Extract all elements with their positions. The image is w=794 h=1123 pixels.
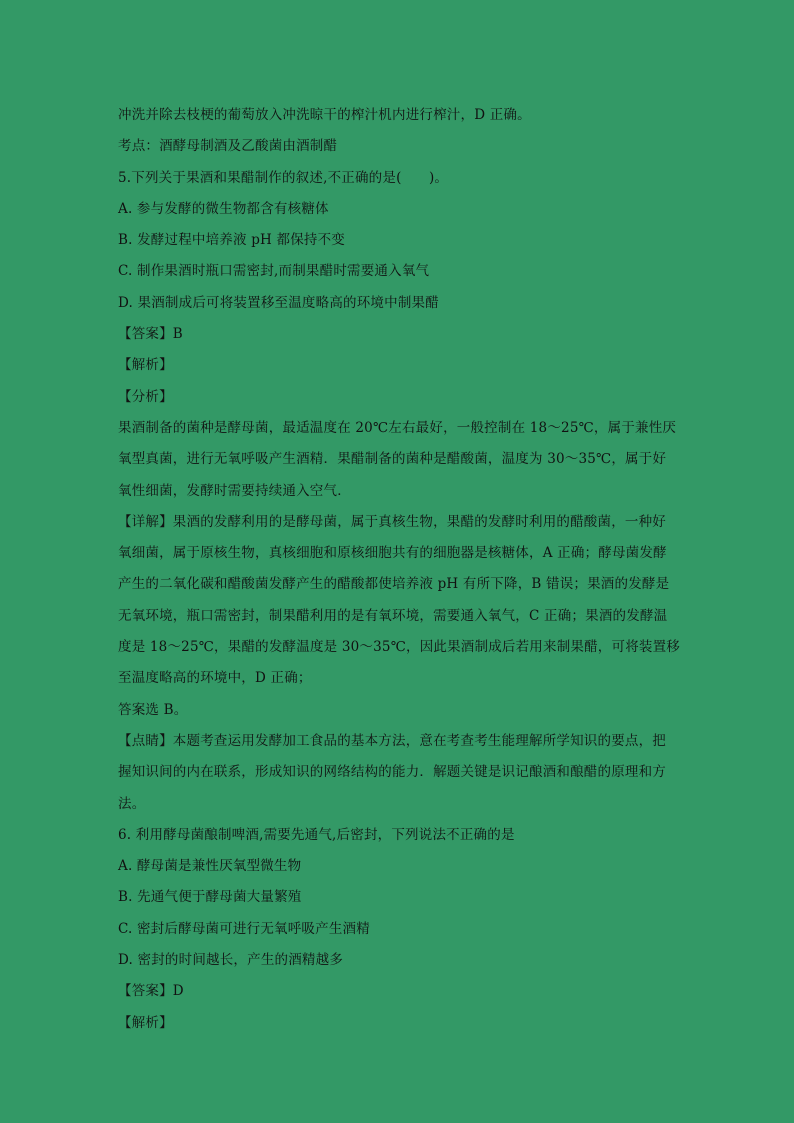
text-line: 无氧环境，瓶口需密封，制果醋利用的是有氧环境，需要通入氧气，C 正确；果酒的发酵温 [118,607,668,624]
text-line: 氧型真菌，进行无氧呼吸产生酒精．果醋制备的菌种是醋酸菌，温度为 30～35℃，属于好 [118,451,667,468]
text-line: 冲洗并除去枝梗的葡萄放入冲洗晾干的榨汁机内进行榨汁，D 正确。 [118,107,531,123]
question-5-final-answer: 答案选 B。 [118,701,188,718]
text-line: 考点：酒酵母制酒及乙酸菌由酒制醋 [118,138,338,155]
question-5-subheading-analysis: 【分析】 [118,388,173,405]
text-line: 度是 18～25℃，果醋的发酵温度是 30～35℃，因此果酒制成后若用来制果醋，可将装置移 [118,639,680,656]
question-6-stem: 6. 利用酵母菌酿制啤酒,需要先通气,后密封，下列说法不正确的是 [118,826,515,843]
text-line: 产生的二氧化碳和醋酸菌发酵产生的醋酸都使培养液 pH 有所下降，B 错误；果酒的发酵是 [118,576,670,593]
question-6-option-d: D. 密封的时间越长，产生的酒精越多 [118,952,344,969]
question-5-analysis-heading: 【解析】 [118,357,173,374]
question-5-comment: 【点睛】本题考查运用发酵加工食品的基本方法，意在考查考生能理解所学知识的要点，把 [118,732,666,749]
document-page [118,100,688,1039]
text-line: 至温度略高的环境中，D 正确； [118,670,312,687]
question-5-option-d: D. 果酒制成后可将装置移至温度略高的环境中制果醋 [118,294,439,311]
text-line: 法。 [118,795,146,812]
text-line: 握知识间的内在联系，形成知识的网络结构的能力．解题关键是识记酿酒和酿醋的原理和方 [118,764,666,781]
question-6-option-a: A. 酵母菌是兼性厌氧型微生物 [118,858,302,875]
text-line: 氧性细菌，发酵时需要持续通入空气． [118,482,351,499]
question-6-answer: 【答案】D [118,983,184,1000]
question-5-detail: 【详解】果酒的发酵利用的是酵母菌，属于真核生物，果醋的发酵时利用的醋酸菌，一种好 [118,513,666,530]
question-6-analysis-heading: 【解析】 [118,1014,173,1031]
question-5-option-a: A. 参与发酵的微生物都含有核糖体 [118,200,329,217]
question-5-stem: 5.下列关于果酒和果醋制作的叙述,不正确的是( )。 [118,169,449,186]
question-5-option-b: B. 发酵过程中培养液 pH 都保持不变 [118,232,346,249]
text-line: 氧细菌，属于原核生物，真核细胞和原核细胞共有的细胞器是核糖体，A 正确；酵母菌发酵 [118,545,667,562]
question-5-answer: 【答案】B [118,326,183,343]
question-6-option-b: B. 先通气便于酵母菌大量繁殖 [118,889,302,906]
text-line: 果酒制备的菌种是酵母菌，最适温度在 20℃左右最好，一般控制在 18～25℃，属于兼性厌 [118,419,677,436]
question-5-option-c: C. 制作果酒时瓶口需密封,而制果醋时需要通入氧气 [118,263,430,280]
question-6-option-c: C. 密封后酵母菌可进行无氧呼吸产生酒精 [118,920,370,937]
